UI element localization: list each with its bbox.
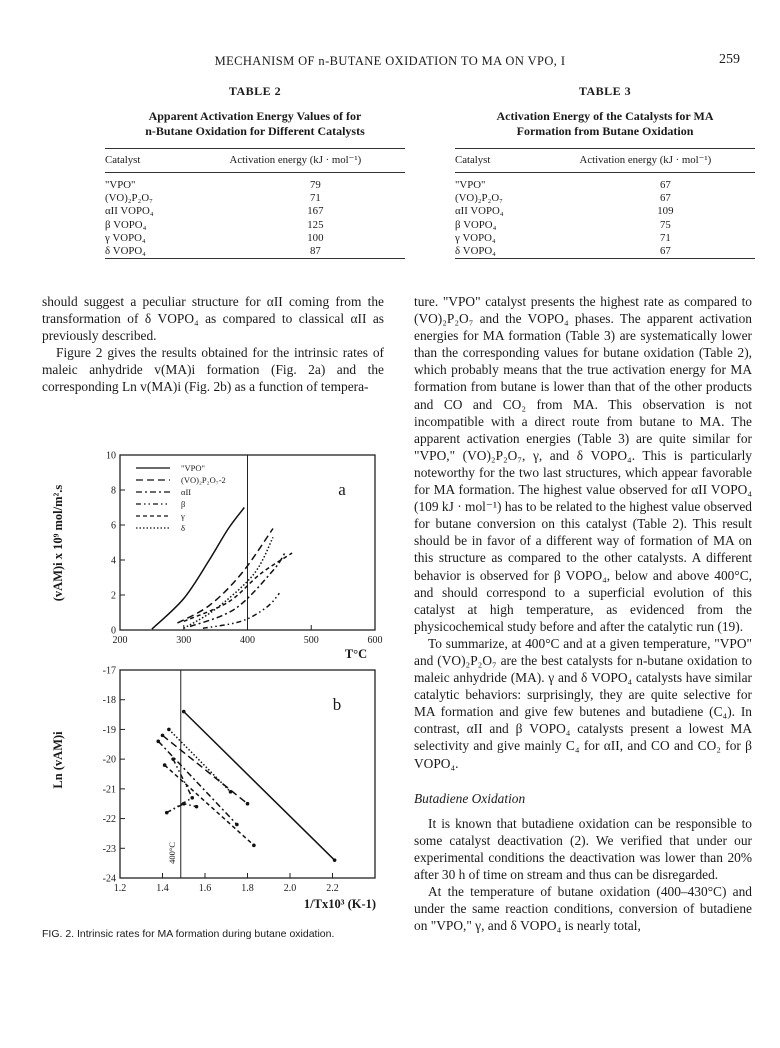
legend-entry: (VO)₂P₂O₇-2 bbox=[181, 475, 226, 485]
data-point bbox=[182, 710, 186, 714]
panel-label: b bbox=[332, 695, 342, 714]
table-2-grid bbox=[105, 148, 405, 259]
x-tick-label: 2.0 bbox=[283, 883, 297, 894]
table-2 bbox=[105, 84, 405, 259]
data-point bbox=[190, 796, 194, 800]
right-paragraph-3: It is known that butadiene oxidation can be responsible to some catalyst deactivation (2). We verified that under our experimental conditions the deactivation was lower than 20% after 30 h of time on stream and thus can be disregarded. bbox=[414, 815, 752, 882]
data-point bbox=[246, 802, 250, 806]
cell-catalyst: γ VOPO₄ bbox=[455, 231, 496, 244]
y-tick-label: 10 bbox=[106, 450, 116, 462]
cell-energy: 67 bbox=[659, 245, 671, 258]
cell-energy: 67 bbox=[659, 179, 671, 191]
table-2-label: TABLE 2 bbox=[228, 84, 282, 98]
series-line-ii bbox=[158, 741, 237, 824]
cell-catalyst: β VOPO₄ bbox=[455, 218, 497, 231]
table-row bbox=[455, 173, 755, 193]
data-point bbox=[229, 790, 233, 794]
table-row bbox=[455, 192, 755, 205]
data-point bbox=[161, 734, 165, 738]
table-row bbox=[105, 205, 405, 218]
cell-catalyst: αII VOPO₄ bbox=[455, 205, 504, 218]
cell-energy: 71 bbox=[309, 192, 321, 205]
cell-catalyst: αII VOPO₄ bbox=[105, 205, 154, 218]
table-2-col-energy: Activation energy (kJ · mol⁻¹) bbox=[186, 149, 405, 173]
table-row bbox=[105, 173, 405, 193]
cell-energy: 109 bbox=[657, 205, 674, 218]
table-row bbox=[455, 205, 755, 218]
figure-2a-panel bbox=[51, 451, 383, 662]
table-2-caption-line2: n-Butane Oxidation for Different Catalysts bbox=[145, 124, 365, 138]
series-line-ii bbox=[190, 551, 286, 626]
series-line-vopo2 bbox=[177, 529, 273, 624]
series-line- bbox=[167, 759, 197, 813]
legend-entry: γ bbox=[181, 511, 185, 521]
series-line- bbox=[184, 537, 273, 628]
cell-catalyst: β VOPO₄ bbox=[105, 218, 147, 231]
cell-energy: 167 bbox=[307, 205, 324, 218]
legend-entry: "VPO" bbox=[181, 463, 205, 473]
data-point bbox=[165, 811, 169, 815]
legend-entry: β bbox=[181, 499, 186, 509]
x-tick-label: 2.2 bbox=[326, 883, 339, 894]
table-3-grid bbox=[455, 148, 755, 259]
cell-catalyst: (VO)₂P₂O₇ bbox=[455, 192, 503, 205]
legend-entry: αII bbox=[181, 487, 192, 497]
table-row bbox=[105, 245, 405, 259]
y-tick-label: 0 bbox=[111, 625, 116, 637]
x-tick-label: 500 bbox=[303, 635, 319, 646]
table-3-caption bbox=[455, 109, 755, 139]
cell-catalyst: γ VOPO₄ bbox=[105, 231, 146, 244]
figure-2 bbox=[40, 440, 390, 925]
y-axis-label: Ln (vAM)i bbox=[51, 731, 65, 789]
series-line-vopo2 bbox=[163, 735, 248, 803]
x-tick-label: 1.4 bbox=[156, 883, 169, 894]
table-row bbox=[105, 232, 405, 245]
y-tick-label: 2 bbox=[111, 590, 116, 602]
table-row bbox=[455, 232, 755, 245]
x-tick-label: 400 bbox=[240, 635, 255, 646]
page-number: 259 bbox=[719, 52, 740, 67]
section-heading-butadiene: Butadiene Oxidation bbox=[414, 790, 526, 806]
reference-label: 400°C bbox=[166, 842, 177, 864]
table-3-caption-line2: Formation from Butane Oxidation bbox=[516, 124, 694, 138]
y-tick-label: 6 bbox=[111, 520, 116, 532]
cell-catalyst: δ VOPO₄ bbox=[105, 245, 146, 258]
y-tick-label: -24 bbox=[102, 873, 116, 885]
table-2-caption bbox=[105, 109, 405, 139]
table-3-col-catalyst: Catalyst bbox=[455, 149, 536, 173]
x-tick-label: 200 bbox=[112, 635, 128, 646]
cell-energy: 87 bbox=[309, 245, 321, 258]
left-column-text bbox=[42, 293, 384, 396]
data-point bbox=[171, 757, 175, 761]
x-tick-label: 300 bbox=[176, 635, 192, 646]
y-tick-label: -18 bbox=[102, 695, 116, 707]
right-paragraph-4: At the temperature of butane oxidation (400–430°C) and under the same reaction conditions, conversion of butadiene on "VPO," γ, and δ VOPO₄ is nearly total, bbox=[414, 884, 752, 934]
right-column-text bbox=[414, 293, 752, 934]
y-tick-label: -22 bbox=[102, 814, 116, 826]
running-title: MECHANISM OF n-BUTANE OXIDATION TO MA ON VPO, I bbox=[214, 54, 566, 68]
data-point bbox=[182, 802, 186, 806]
data-point bbox=[163, 763, 167, 767]
data-point bbox=[167, 728, 171, 732]
y-tick-label: 8 bbox=[111, 485, 116, 497]
y-tick-label: -23 bbox=[102, 843, 116, 855]
data-point bbox=[252, 844, 256, 848]
table-row bbox=[455, 245, 755, 259]
left-paragraph-2: Figure 2 gives the results obtained for the intrinsic rates of maleic anhydride v(MA)i formation (Fig. 2a) and the corresponding Ln v(MA)i (Fig. 2b) as a function of tempera- bbox=[42, 345, 384, 395]
x-axis-label: T°C bbox=[344, 647, 368, 661]
table-3-col-energy: Activation energy (kJ · mol⁻¹) bbox=[536, 149, 755, 173]
right-paragraph-2: To summarize, at 400°C and at a given temperature, "VPO" and (VO)₂P₂O₇ are the best catalysts for n-butane oxidation to maleic anhydride (MA). γ and δ VOPO₄ catalysts have similar catalytic behaviors: surprisingly, they are quite selective for MA formation and give few butenes and butadiene (C₄). In contrast, αII and β VOPO₄ catalysts present a lowest MA selectivity and give mainly C₄ for αII, and CO and CO₂ for β VOPO₄. bbox=[414, 635, 752, 771]
x-tick-label: 600 bbox=[367, 635, 383, 646]
y-axis-label: (vAM)i x 10⁹ mol/m².s bbox=[51, 484, 65, 602]
table-row bbox=[105, 219, 405, 232]
series-line-vpo bbox=[184, 712, 335, 861]
cell-energy: 75 bbox=[659, 218, 671, 231]
y-tick-label: -17 bbox=[102, 665, 116, 677]
x-tick-label: 1.6 bbox=[198, 883, 212, 894]
series-line- bbox=[165, 765, 254, 845]
left-paragraph-1: should suggest a peculiar structure for αII coming from the transformation of δ VOPO₄ as compared to classical αII as previously described. bbox=[42, 294, 384, 344]
data-point bbox=[195, 805, 199, 809]
cell-catalyst: (VO)₂P₂O₇ bbox=[105, 192, 153, 205]
series-line- bbox=[169, 729, 231, 791]
cell-catalyst: "VPO" bbox=[455, 179, 486, 191]
figure-caption: FIG. 2. Intrinsic rates for MA formation during butane oxidation. bbox=[42, 928, 335, 940]
y-tick-label: -20 bbox=[102, 754, 116, 766]
table-2-caption-line1: Apparent Activation Energy Values of for bbox=[148, 109, 362, 123]
cell-catalyst: "VPO" bbox=[105, 179, 136, 191]
table-row bbox=[105, 192, 405, 205]
data-point bbox=[156, 740, 160, 744]
panel-label: a bbox=[338, 480, 346, 499]
table-3-caption-line1: Activation Energy of the Catalysts for MA bbox=[496, 109, 714, 123]
legend-entry: δ bbox=[181, 523, 186, 533]
x-axis-label: 1/Tx10³ (K-1) bbox=[303, 897, 377, 911]
cell-energy: 100 bbox=[307, 231, 324, 244]
right-paragraph-1: ture. "VPO" catalyst presents the highest rate as compared to (VO)₂P₂O₇ and the VOPO₄ phases. The apparent activation energies for MA formation (Table 3) are systematically lower than the corresponding values for butane oxidation (Table 2), which probably means that the true activation energy for MA formation from butane is lower than that of the other products and CO and CO₂ from MA. This observation is not incompatible with a direct route from butane to MA. The apparent activation energies (Table 3) are quite similar for "VPO," (VO)₂P₂O₇, γ, and δ VOPO₄. This is particularly noteworthy for the two last structures, which appear favorable for MA formation. The highest value observed for αII VOPO₄ (109 kJ · mol⁻¹) has to be related to the highest value observed for butane conversion on this catalyst (Table 2). This result should be in favor of a different way of formation of MA on this structure as compared to the other catalysts. A different behavior is observed for β VOPO₄, below and above 400°C, and should correspond to a superficial evolution of this catalyst at high temperature, as evidenced from the physicochemical study before and after the catalytic run (19). bbox=[414, 294, 752, 634]
x-tick-label: 1.2 bbox=[113, 883, 127, 894]
cell-energy: 67 bbox=[659, 192, 671, 205]
x-tick-label: 1.8 bbox=[241, 883, 254, 894]
data-point bbox=[235, 823, 239, 827]
cell-energy: 125 bbox=[307, 218, 324, 231]
table-3 bbox=[455, 84, 755, 259]
y-tick-label: -21 bbox=[102, 784, 116, 796]
cell-catalyst: δ VOPO₄ bbox=[455, 245, 496, 258]
y-tick-label: -19 bbox=[102, 724, 116, 736]
y-tick-label: 4 bbox=[111, 555, 116, 567]
figure-2b-panel bbox=[51, 666, 376, 912]
table-3-label: TABLE 3 bbox=[578, 84, 632, 98]
table-2-col-catalyst: Catalyst bbox=[105, 149, 186, 173]
data-point bbox=[333, 858, 337, 862]
cell-energy: 71 bbox=[659, 231, 671, 244]
table-row bbox=[455, 219, 755, 232]
cell-energy: 79 bbox=[309, 179, 321, 191]
